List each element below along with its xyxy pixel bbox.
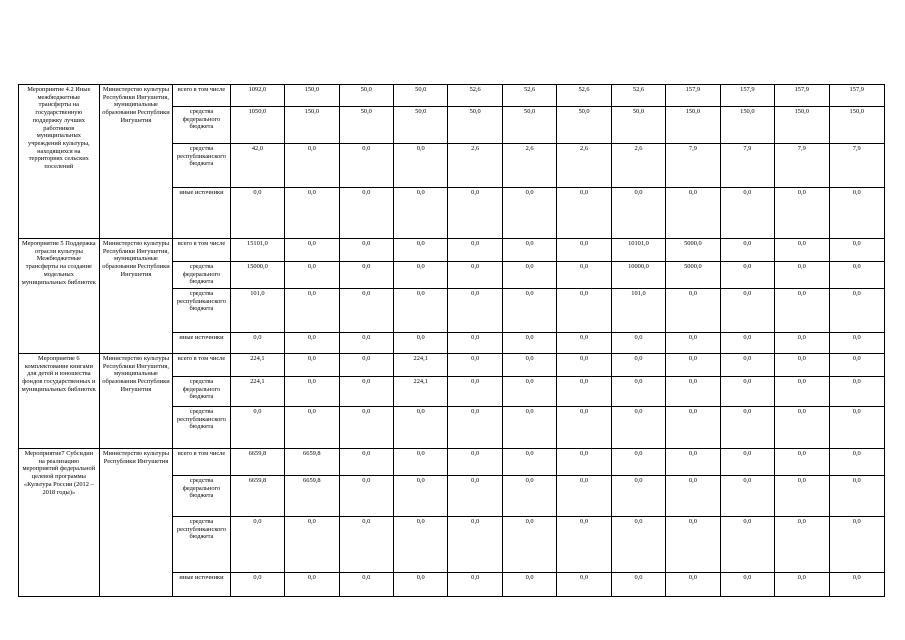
amount-cell: 50,0 — [394, 85, 448, 107]
amount-cell: 150,0 — [285, 85, 339, 107]
amount-cell: 7,9 — [775, 144, 829, 188]
amount-cell: 50,0 — [502, 107, 556, 144]
funding-source-cell: средства республиканского бюджета — [173, 407, 230, 449]
amount-cell: 0,0 — [557, 449, 611, 476]
amount-cell: 0,0 — [339, 573, 393, 597]
amount-cell: 0,0 — [829, 188, 885, 239]
amount-cell: 0,0 — [448, 407, 502, 449]
amount-cell: 0,0 — [502, 188, 556, 239]
amount-cell: 7,9 — [829, 144, 885, 188]
amount-cell: 0,0 — [502, 239, 556, 262]
amount-cell: 0,0 — [448, 377, 502, 407]
amount-cell: 0,0 — [502, 333, 556, 354]
amount-cell: 0,0 — [611, 333, 665, 354]
amount-cell: 0,0 — [557, 188, 611, 239]
amount-cell: 0,0 — [775, 449, 829, 476]
funding-source-cell: средства федерального бюджета — [173, 476, 230, 517]
amount-cell: 5000,0 — [666, 262, 720, 289]
amount-cell: 52,6 — [448, 85, 502, 107]
amount-cell: 0,0 — [829, 289, 885, 333]
amount-cell: 0,0 — [394, 476, 448, 517]
amount-cell: 0,0 — [666, 333, 720, 354]
amount-cell: 0,0 — [557, 239, 611, 262]
funding-source-cell: средства республиканского бюджета — [173, 144, 230, 188]
amount-cell: 0,0 — [775, 239, 829, 262]
amount-cell: 0,0 — [666, 449, 720, 476]
amount-cell: 50,0 — [611, 107, 665, 144]
amount-cell: 50,0 — [339, 107, 393, 144]
amount-cell: 0,0 — [829, 476, 885, 517]
amount-cell: 0,0 — [611, 188, 665, 239]
amount-cell: 150,0 — [666, 107, 720, 144]
amount-cell: 0,0 — [611, 573, 665, 597]
amount-cell: 0,0 — [502, 289, 556, 333]
amount-cell: 0,0 — [339, 262, 393, 289]
amount-cell: 0,0 — [720, 517, 774, 573]
amount-cell: 0,0 — [611, 407, 665, 449]
amount-cell: 50,0 — [448, 107, 502, 144]
amount-cell: 0,0 — [285, 144, 339, 188]
amount-cell: 157,9 — [829, 85, 885, 107]
amount-cell: 150,0 — [775, 107, 829, 144]
amount-cell: 0,0 — [285, 188, 339, 239]
amount-cell: 0,0 — [448, 476, 502, 517]
amount-cell: 0,0 — [720, 573, 774, 597]
table-row — [19, 239, 885, 262]
amount-cell: 0,0 — [448, 262, 502, 289]
amount-cell: 0,0 — [557, 289, 611, 333]
amount-cell: 0,0 — [285, 289, 339, 333]
amount-cell: 2,6 — [502, 144, 556, 188]
amount-cell: 0,0 — [394, 333, 448, 354]
amount-cell: 0,0 — [502, 517, 556, 573]
amount-cell: 0,0 — [502, 262, 556, 289]
amount-cell: 224,1 — [394, 377, 448, 407]
amount-cell: 7,9 — [720, 144, 774, 188]
amount-cell: 0,0 — [720, 476, 774, 517]
amount-cell: 0,0 — [775, 333, 829, 354]
amount-cell: 0,0 — [557, 573, 611, 597]
amount-cell: 0,0 — [557, 407, 611, 449]
amount-cell: 101,0 — [611, 289, 665, 333]
amount-cell: 7,9 — [666, 144, 720, 188]
amount-cell: 0,0 — [720, 188, 774, 239]
amount-cell: 0,0 — [502, 449, 556, 476]
amount-cell: 0,0 — [720, 449, 774, 476]
amount-cell: 15000,0 — [230, 262, 284, 289]
amount-cell: 1092,0 — [230, 85, 284, 107]
amount-cell: 0,0 — [775, 407, 829, 449]
amount-cell: 0,0 — [829, 262, 885, 289]
amount-cell: 52,6 — [611, 85, 665, 107]
amount-cell: 101,0 — [230, 289, 284, 333]
funding-source-cell: средства республиканского бюджета — [173, 517, 230, 573]
amount-cell: 0,0 — [829, 333, 885, 354]
amount-cell: 15101,0 — [230, 239, 284, 262]
table-row — [19, 85, 885, 107]
amount-cell: 0,0 — [775, 573, 829, 597]
amount-cell: 0,0 — [339, 289, 393, 333]
amount-cell: 0,0 — [666, 476, 720, 517]
amount-cell: 2,6 — [448, 144, 502, 188]
amount-cell: 50,0 — [339, 85, 393, 107]
amount-cell: 0,0 — [666, 289, 720, 333]
amount-cell: 0,0 — [339, 354, 393, 377]
amount-cell: 0,0 — [720, 377, 774, 407]
amount-cell: 0,0 — [394, 188, 448, 239]
amount-cell: 0,0 — [339, 377, 393, 407]
amount-cell: 0,0 — [557, 377, 611, 407]
amount-cell: 0,0 — [557, 517, 611, 573]
amount-cell: 0,0 — [557, 262, 611, 289]
amount-cell: 0,0 — [230, 573, 284, 597]
responsible-org-cell: Министерство культуры Республики Ингушетия — [99, 449, 173, 597]
amount-cell: 0,0 — [611, 377, 665, 407]
event-name-cell: Мероприятие7 Субсидии на реализацию мероприятий федеральной целевой программы «Культура России (2012 – 2018 годы)» — [19, 449, 100, 597]
amount-cell: 0,0 — [394, 239, 448, 262]
funding-source-cell: всего в том числе — [173, 239, 230, 262]
amount-cell: 0,0 — [775, 188, 829, 239]
amount-cell: 0,0 — [829, 354, 885, 377]
amount-cell: 0,0 — [448, 333, 502, 354]
amount-cell: 0,0 — [339, 188, 393, 239]
amount-cell: 0,0 — [557, 476, 611, 517]
amount-cell: 0,0 — [285, 377, 339, 407]
responsible-org-cell: Министерство культуры Республики Ингушетия, муниципальные образования Республики Ингушетия — [99, 354, 173, 449]
amount-cell: 0,0 — [339, 407, 393, 449]
amount-cell: 0,0 — [230, 333, 284, 354]
amount-cell: 0,0 — [230, 188, 284, 239]
amount-cell: 0,0 — [502, 354, 556, 377]
amount-cell: 42,0 — [230, 144, 284, 188]
amount-cell: 0,0 — [285, 333, 339, 354]
amount-cell: 5000,0 — [666, 239, 720, 262]
amount-cell: 0,0 — [394, 573, 448, 597]
amount-cell: 0,0 — [448, 239, 502, 262]
funding-source-cell: иные источники — [173, 573, 230, 597]
amount-cell: 0,0 — [611, 449, 665, 476]
amount-cell: 0,0 — [720, 333, 774, 354]
amount-cell: 0,0 — [666, 407, 720, 449]
amount-cell: 0,0 — [285, 354, 339, 377]
amount-cell: 0,0 — [829, 377, 885, 407]
responsible-org-cell: Министерство культуры Республики Ингушетия, муниципальные образования Республики Ингушетия — [99, 85, 173, 239]
amount-cell: 0,0 — [829, 517, 885, 573]
event-name-cell: Мероприятие 5 Поддержка отрасли культуры Межбюджетные трансферты на создание модельных муниципальных библиотек — [19, 239, 100, 354]
amount-cell: 224,1 — [394, 354, 448, 377]
amount-cell: 0,0 — [448, 188, 502, 239]
table-row — [19, 354, 885, 377]
amount-cell: 0,0 — [394, 449, 448, 476]
amount-cell: 0,0 — [720, 354, 774, 377]
amount-cell: 157,9 — [720, 85, 774, 107]
amount-cell: 50,0 — [557, 107, 611, 144]
amount-cell: 0,0 — [448, 573, 502, 597]
funding-source-cell: всего в том числе — [173, 449, 230, 476]
funding-source-cell: иные источники — [173, 333, 230, 354]
amount-cell: 150,0 — [285, 107, 339, 144]
responsible-org-cell: Министерство культуры Республики Ингушетия, муниципальные образования Республики Ингушетия — [99, 239, 173, 354]
amount-cell: 0,0 — [339, 333, 393, 354]
funding-source-cell: иные источники — [173, 188, 230, 239]
amount-cell: 10000,0 — [611, 262, 665, 289]
amount-cell: 0,0 — [666, 354, 720, 377]
amount-cell: 224,1 — [230, 377, 284, 407]
amount-cell: 0,0 — [829, 239, 885, 262]
amount-cell: 0,0 — [611, 517, 665, 573]
amount-cell: 0,0 — [339, 476, 393, 517]
amount-cell: 0,0 — [775, 262, 829, 289]
amount-cell: 0,0 — [339, 239, 393, 262]
amount-cell: 0,0 — [339, 449, 393, 476]
amount-cell: 0,0 — [829, 407, 885, 449]
amount-cell: 0,0 — [666, 573, 720, 597]
amount-cell: 0,0 — [448, 517, 502, 573]
amount-cell: 6659,8 — [285, 449, 339, 476]
amount-cell: 0,0 — [829, 449, 885, 476]
event-name-cell: Мероприятие 6 комплектование книгами для детей и юношества фондов государственных и муниципальных библиотек — [19, 354, 100, 449]
amount-cell: 6659,8 — [230, 449, 284, 476]
amount-cell: 0,0 — [285, 407, 339, 449]
amount-cell: 0,0 — [230, 407, 284, 449]
amount-cell: 0,0 — [775, 354, 829, 377]
amount-cell: 0,0 — [285, 573, 339, 597]
amount-cell: 0,0 — [666, 377, 720, 407]
amount-cell: 2,6 — [557, 144, 611, 188]
amount-cell: 0,0 — [775, 377, 829, 407]
amount-cell: 0,0 — [285, 262, 339, 289]
amount-cell: 0,0 — [285, 517, 339, 573]
amount-cell: 0,0 — [666, 517, 720, 573]
amount-cell: 0,0 — [611, 476, 665, 517]
amount-cell: 0,0 — [230, 517, 284, 573]
amount-cell: 0,0 — [339, 144, 393, 188]
amount-cell: 157,9 — [775, 85, 829, 107]
amount-cell: 0,0 — [775, 289, 829, 333]
funding-source-cell: всего в том числе — [173, 85, 230, 107]
funding-source-cell: средства республиканского бюджета — [173, 289, 230, 333]
amount-cell: 0,0 — [557, 333, 611, 354]
table-row — [19, 449, 885, 476]
amount-cell: 0,0 — [339, 517, 393, 573]
amount-cell: 0,0 — [502, 573, 556, 597]
amount-cell: 0,0 — [448, 354, 502, 377]
amount-cell: 0,0 — [720, 289, 774, 333]
amount-cell: 0,0 — [448, 289, 502, 333]
amount-cell: 6659,8 — [285, 476, 339, 517]
amount-cell: 10101,0 — [611, 239, 665, 262]
amount-cell: 0,0 — [448, 449, 502, 476]
amount-cell: 0,0 — [557, 354, 611, 377]
amount-cell: 0,0 — [394, 262, 448, 289]
amount-cell: 157,9 — [666, 85, 720, 107]
amount-cell: 50,0 — [394, 107, 448, 144]
amount-cell: 224,1 — [230, 354, 284, 377]
amount-cell: 0,0 — [775, 476, 829, 517]
amount-cell: 0,0 — [720, 262, 774, 289]
amount-cell: 0,0 — [394, 517, 448, 573]
funding-source-cell: всего в том числе — [173, 354, 230, 377]
amount-cell: 2,6 — [611, 144, 665, 188]
funding-source-cell: средства федерального бюджета — [173, 262, 230, 289]
amount-cell: 0,0 — [720, 239, 774, 262]
amount-cell: 0,0 — [829, 573, 885, 597]
amount-cell: 0,0 — [720, 407, 774, 449]
amount-cell: 0,0 — [775, 517, 829, 573]
event-name-cell: Мероприятие 4.2 Иные межбюджетные трансферты на государственную поддержку лучших работников муниципальных учреждений культуры, находящихся на территориях сельских поселений — [19, 85, 100, 239]
amount-cell: 6659,8 — [230, 476, 284, 517]
amount-cell: 0,0 — [611, 354, 665, 377]
amount-cell: 0,0 — [502, 407, 556, 449]
amount-cell: 0,0 — [394, 289, 448, 333]
amount-cell: 52,6 — [502, 85, 556, 107]
amount-cell: 1050,0 — [230, 107, 284, 144]
amount-cell: 52,6 — [557, 85, 611, 107]
amount-cell: 150,0 — [720, 107, 774, 144]
amount-cell: 0,0 — [502, 476, 556, 517]
amount-cell: 0,0 — [394, 144, 448, 188]
amount-cell: 0,0 — [285, 239, 339, 262]
amount-cell: 0,0 — [394, 407, 448, 449]
funding-source-cell: средства федерального бюджета — [173, 377, 230, 407]
amount-cell: 0,0 — [502, 377, 556, 407]
amount-cell: 0,0 — [666, 188, 720, 239]
amount-cell: 150,0 — [829, 107, 885, 144]
budget-table-body — [19, 85, 885, 597]
budget-table — [18, 84, 885, 597]
funding-source-cell: средства федерального бюджета — [173, 107, 230, 144]
